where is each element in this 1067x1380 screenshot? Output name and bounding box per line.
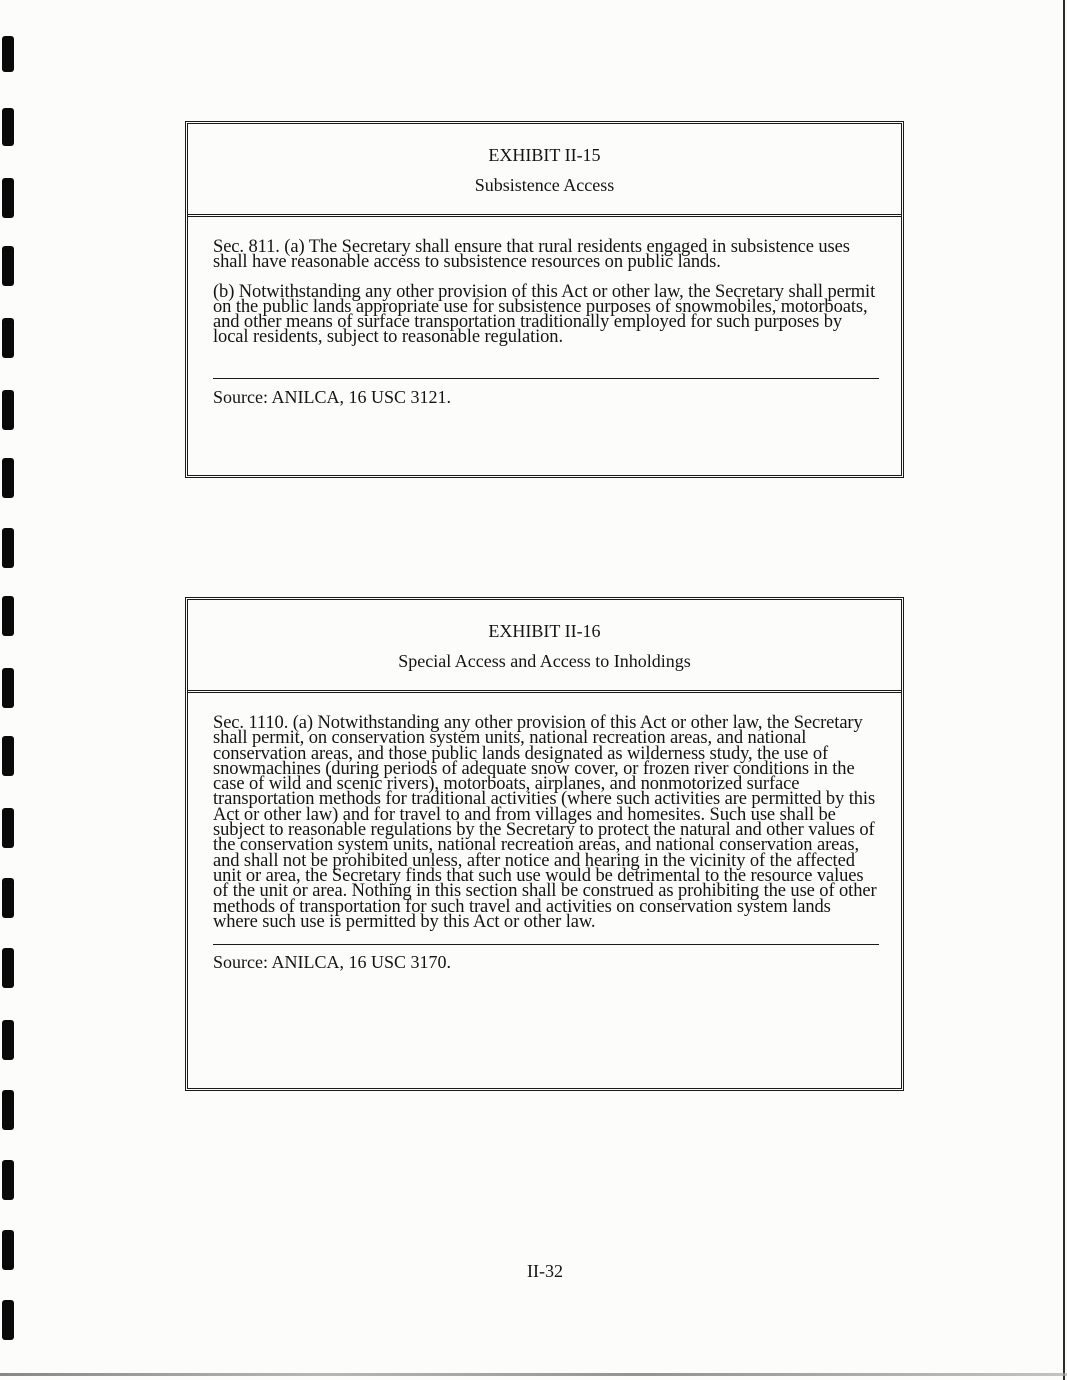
binder-punch-mark bbox=[2, 596, 14, 636]
statute-paragraph: (b) Notwithstanding any other provision of this Act or other law, the Secretary shall permit on the public lands appropriate use for subsistence purposes of snowmobiles, motorboats, and other means of surface transportation traditionally employed for such purposes by local residents, subject to reasonable regulation. bbox=[213, 281, 876, 348]
binder-punch-mark bbox=[2, 808, 14, 848]
binder-punch-mark bbox=[2, 528, 14, 568]
exhibit-body bbox=[188, 693, 901, 972]
source-citation: Source: ANILCA, 16 USC 3121. bbox=[213, 386, 451, 407]
binder-punch-mark bbox=[2, 458, 14, 498]
exhibit-header bbox=[188, 124, 901, 217]
binder-punch-mark bbox=[2, 108, 14, 146]
exhibit-box bbox=[185, 597, 904, 1091]
binder-punch-mark bbox=[2, 1090, 14, 1130]
exhibit-box bbox=[185, 121, 904, 478]
source-citation: Source: ANILCA, 16 USC 3170. bbox=[213, 952, 451, 973]
binder-punch-mark bbox=[2, 948, 14, 988]
binder-punch-mark bbox=[2, 878, 14, 918]
page-number: II-32 bbox=[527, 1261, 563, 1281]
binder-punch-mark bbox=[2, 36, 14, 72]
source-divider bbox=[213, 944, 879, 945]
exhibit-body bbox=[188, 217, 901, 407]
binder-punch-mark bbox=[2, 1160, 14, 1200]
binder-punch-mark bbox=[2, 1020, 14, 1060]
exhibit-title: Special Access and Access to Inholdings bbox=[398, 651, 691, 671]
binder-punch-mark bbox=[2, 1300, 14, 1340]
binder-punch-mark bbox=[2, 736, 14, 776]
binder-punch-mark bbox=[2, 390, 14, 430]
binder-punch-mark bbox=[2, 318, 14, 358]
binder-punch-mark bbox=[2, 668, 14, 708]
exhibit-label: EXHIBIT II-15 bbox=[488, 145, 601, 165]
exhibit-header bbox=[188, 600, 901, 693]
statute-paragraph: Sec. 811. (a) The Secretary shall ensure that rural residents engaged in subsistence uses shall have reasonable access to subsistence resources on public lands. bbox=[213, 237, 850, 273]
exhibit-title: Subsistence Access bbox=[474, 175, 615, 195]
source-divider bbox=[213, 378, 879, 379]
statute-paragraph: Sec. 1110. (a) Notwithstanding any other provision of this Act or other law, the Secretary shall permit, on conservation system units, national recreation areas, and national conservation areas, and those public lands designated as wilderness study, the use of snowmachines (during periods of adequate snow cover, or frozen river conditions in the case of wild and scenic rivers), motorboats, airplanes, and nonmotorized surface transportation methods for traditional activities (where such activities are permitted by this Act or other law) and for travel to and from villages and homesites. Such use shall be subject to reasonable regulations by the Secretary to protect the natural and other values of the conservation system units, national recreation areas, and national conservation areas, and shall not be prohibited unless, after notice and hearing in the vicinity of the affected unit or area, the Secretary finds that such use would be detrimental to the resource values of the unit or area. Nothing in this section shall be construed as prohibiting the use of other methods of transportation for such travel and activities on conservation system lands where such use is permitted by this Act or other law. bbox=[213, 713, 877, 932]
binder-punch-mark bbox=[2, 178, 14, 218]
scan-edge bbox=[0, 1373, 1067, 1376]
binder-punch-mark bbox=[2, 246, 14, 286]
page-edge bbox=[1063, 0, 1065, 1380]
exhibit-label: EXHIBIT II-16 bbox=[488, 621, 601, 641]
